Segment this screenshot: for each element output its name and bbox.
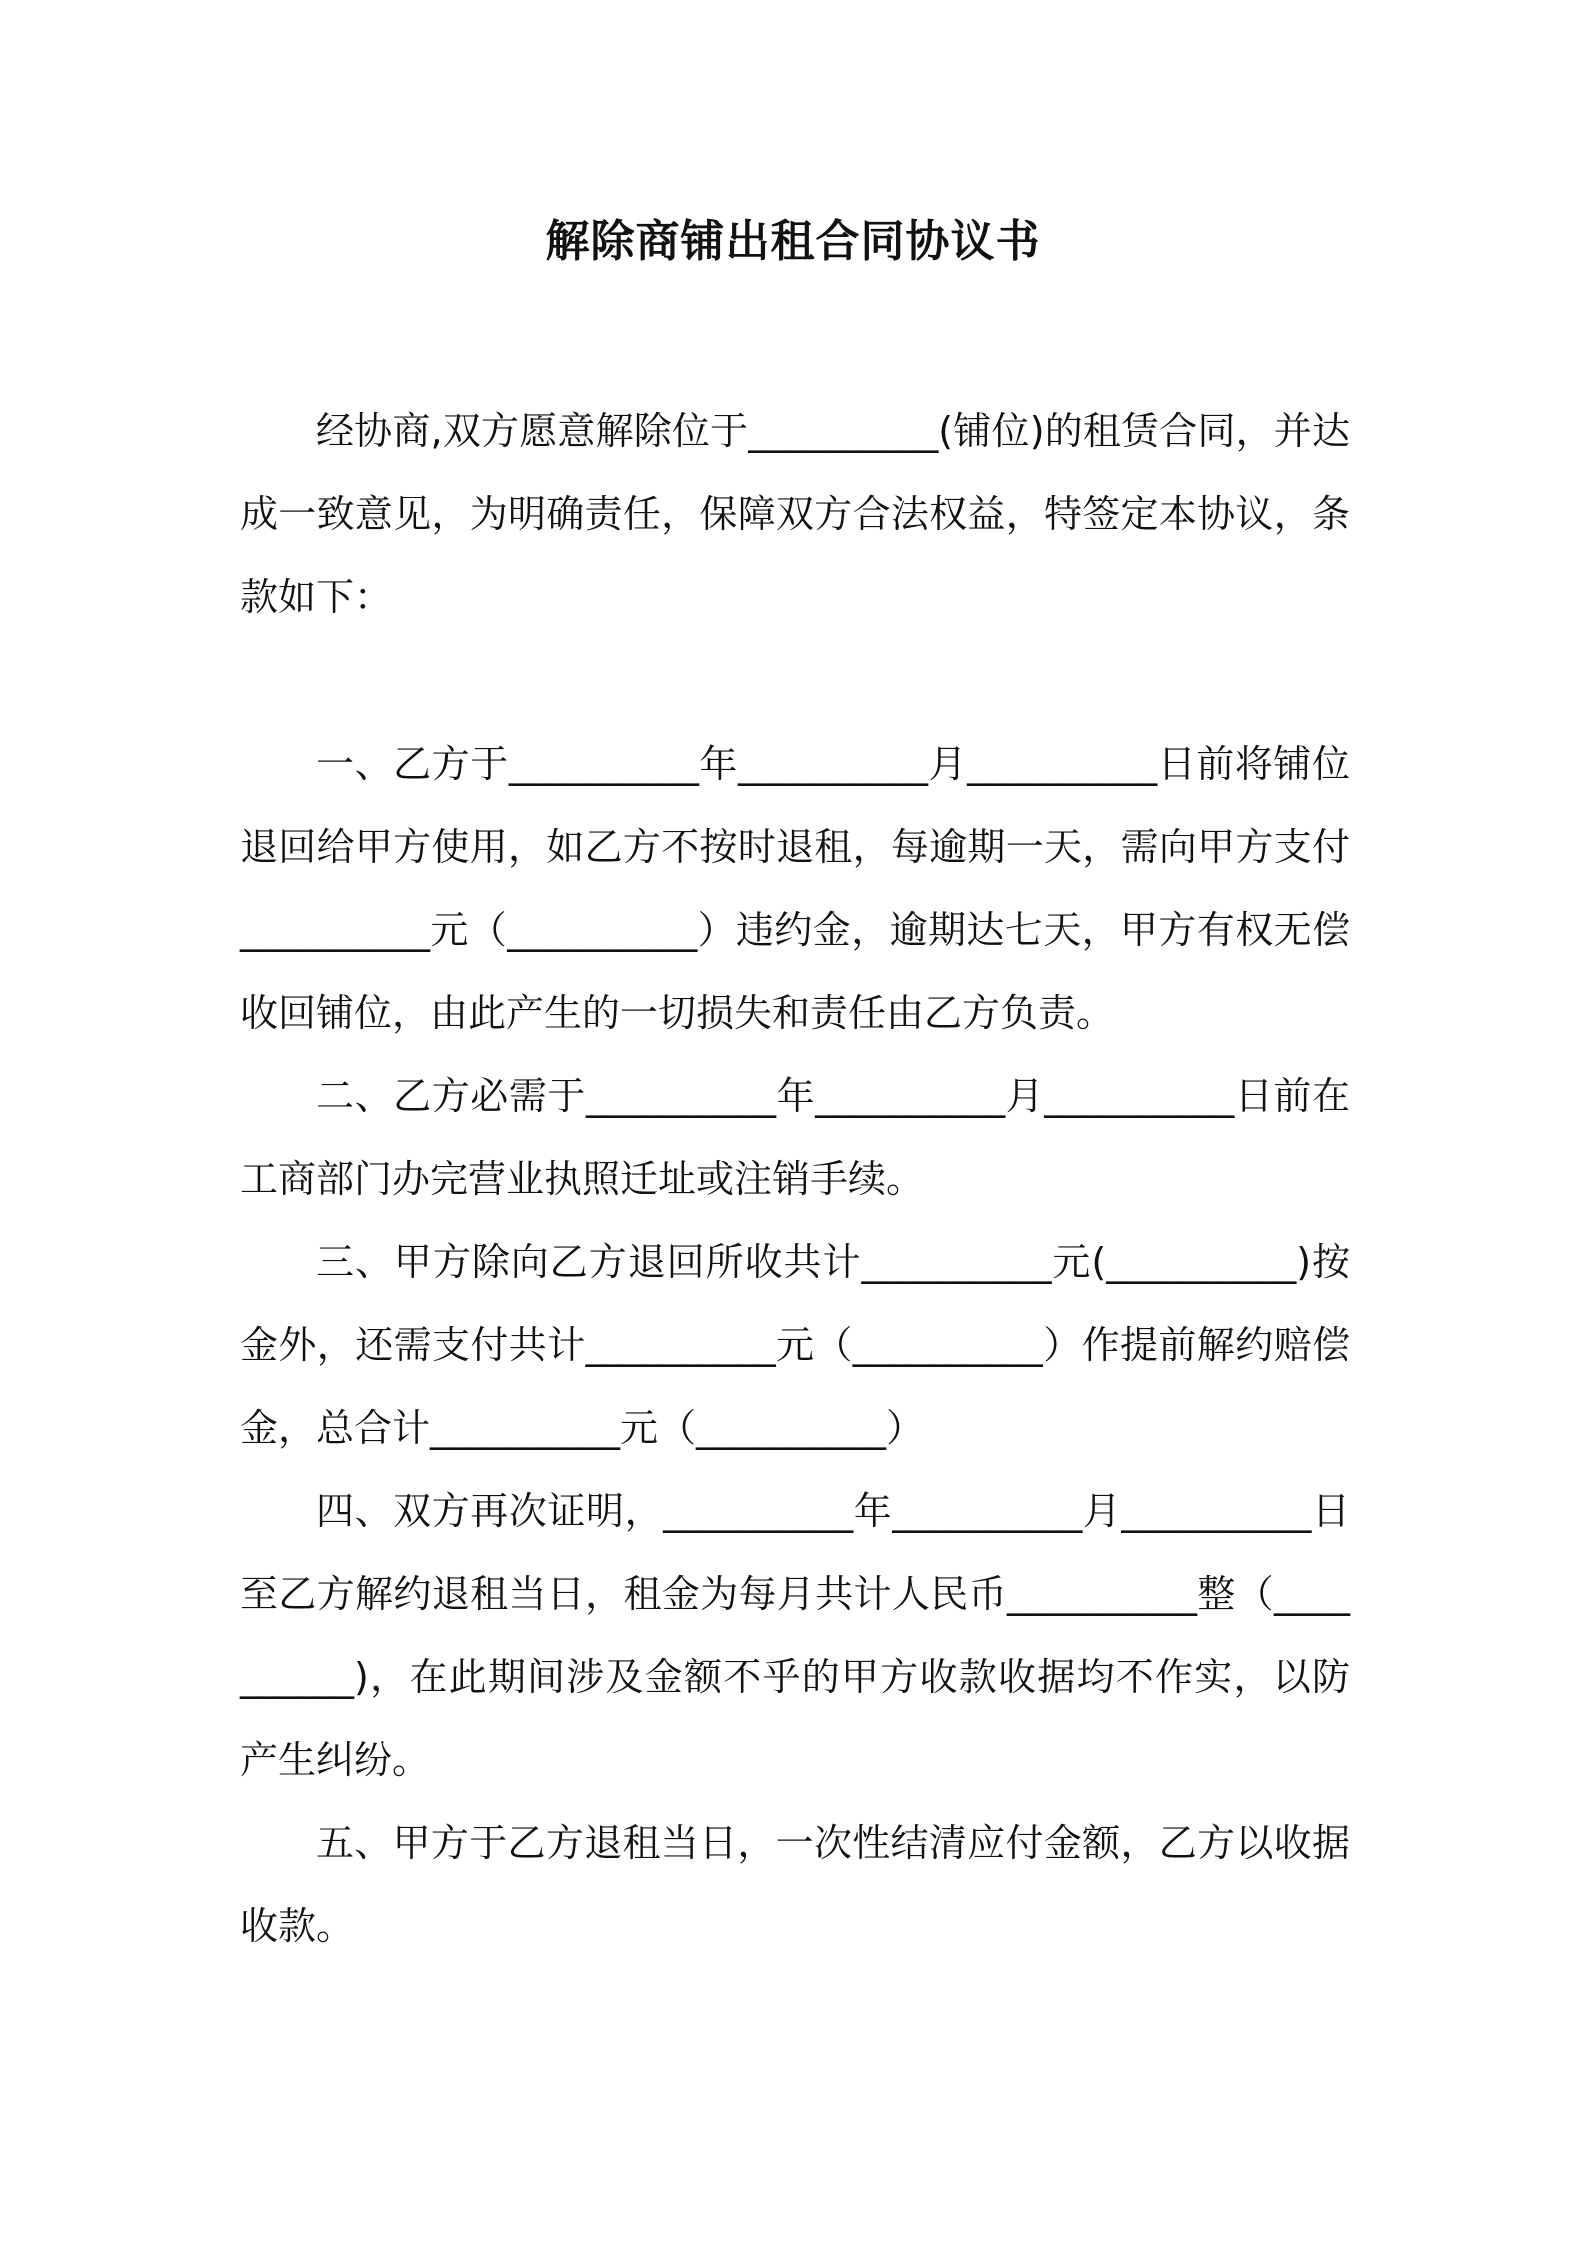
clause-3: 三、甲方除向乙方退回所收共计__________元(__________)按金外，还需支付共计__________元（__________）作提前解约赔偿金，总合计__________元（__________） <box>240 1240 1350 1450</box>
clause-2: 二、乙方必需于__________年__________月__________日前在工商部门办完营业执照迁址或注销手续。 <box>240 1074 1350 1201</box>
paragraph-gap <box>240 639 1350 723</box>
clause-5: 五、甲方于乙方退租当日，一次性结清应付金额，乙方以收据收款。 <box>240 1821 1350 1948</box>
document-title: 解除商铺出租合同协议书 <box>545 216 1041 267</box>
clause-1: 一、乙方于__________年__________月__________日前将铺位退回给甲方使用，如乙方不按时退租，每逾期一天，需向甲方支付__________元（__________）违约金，逾期达七天，甲方有权无偿收回铺位，由此产生的一切损失和责任由乙方负责。 <box>240 742 1350 1035</box>
document-body <box>240 390 1350 1968</box>
clause-4: 四、双方再次证明，__________年__________月__________日至乙方解约退租当日，租金为每月共计人民币__________整（__________)，在此期间涉及金额不乎的甲方收款收据均不作实，以防产生纠纷。 <box>240 1489 1350 1782</box>
intro-paragraph: 经协商,双方愿意解除位于__________(铺位)的租赁合同，并达成一致意见，为明确责任，保障双方合法权益，特签定本协议，条款如下： <box>240 409 1350 619</box>
